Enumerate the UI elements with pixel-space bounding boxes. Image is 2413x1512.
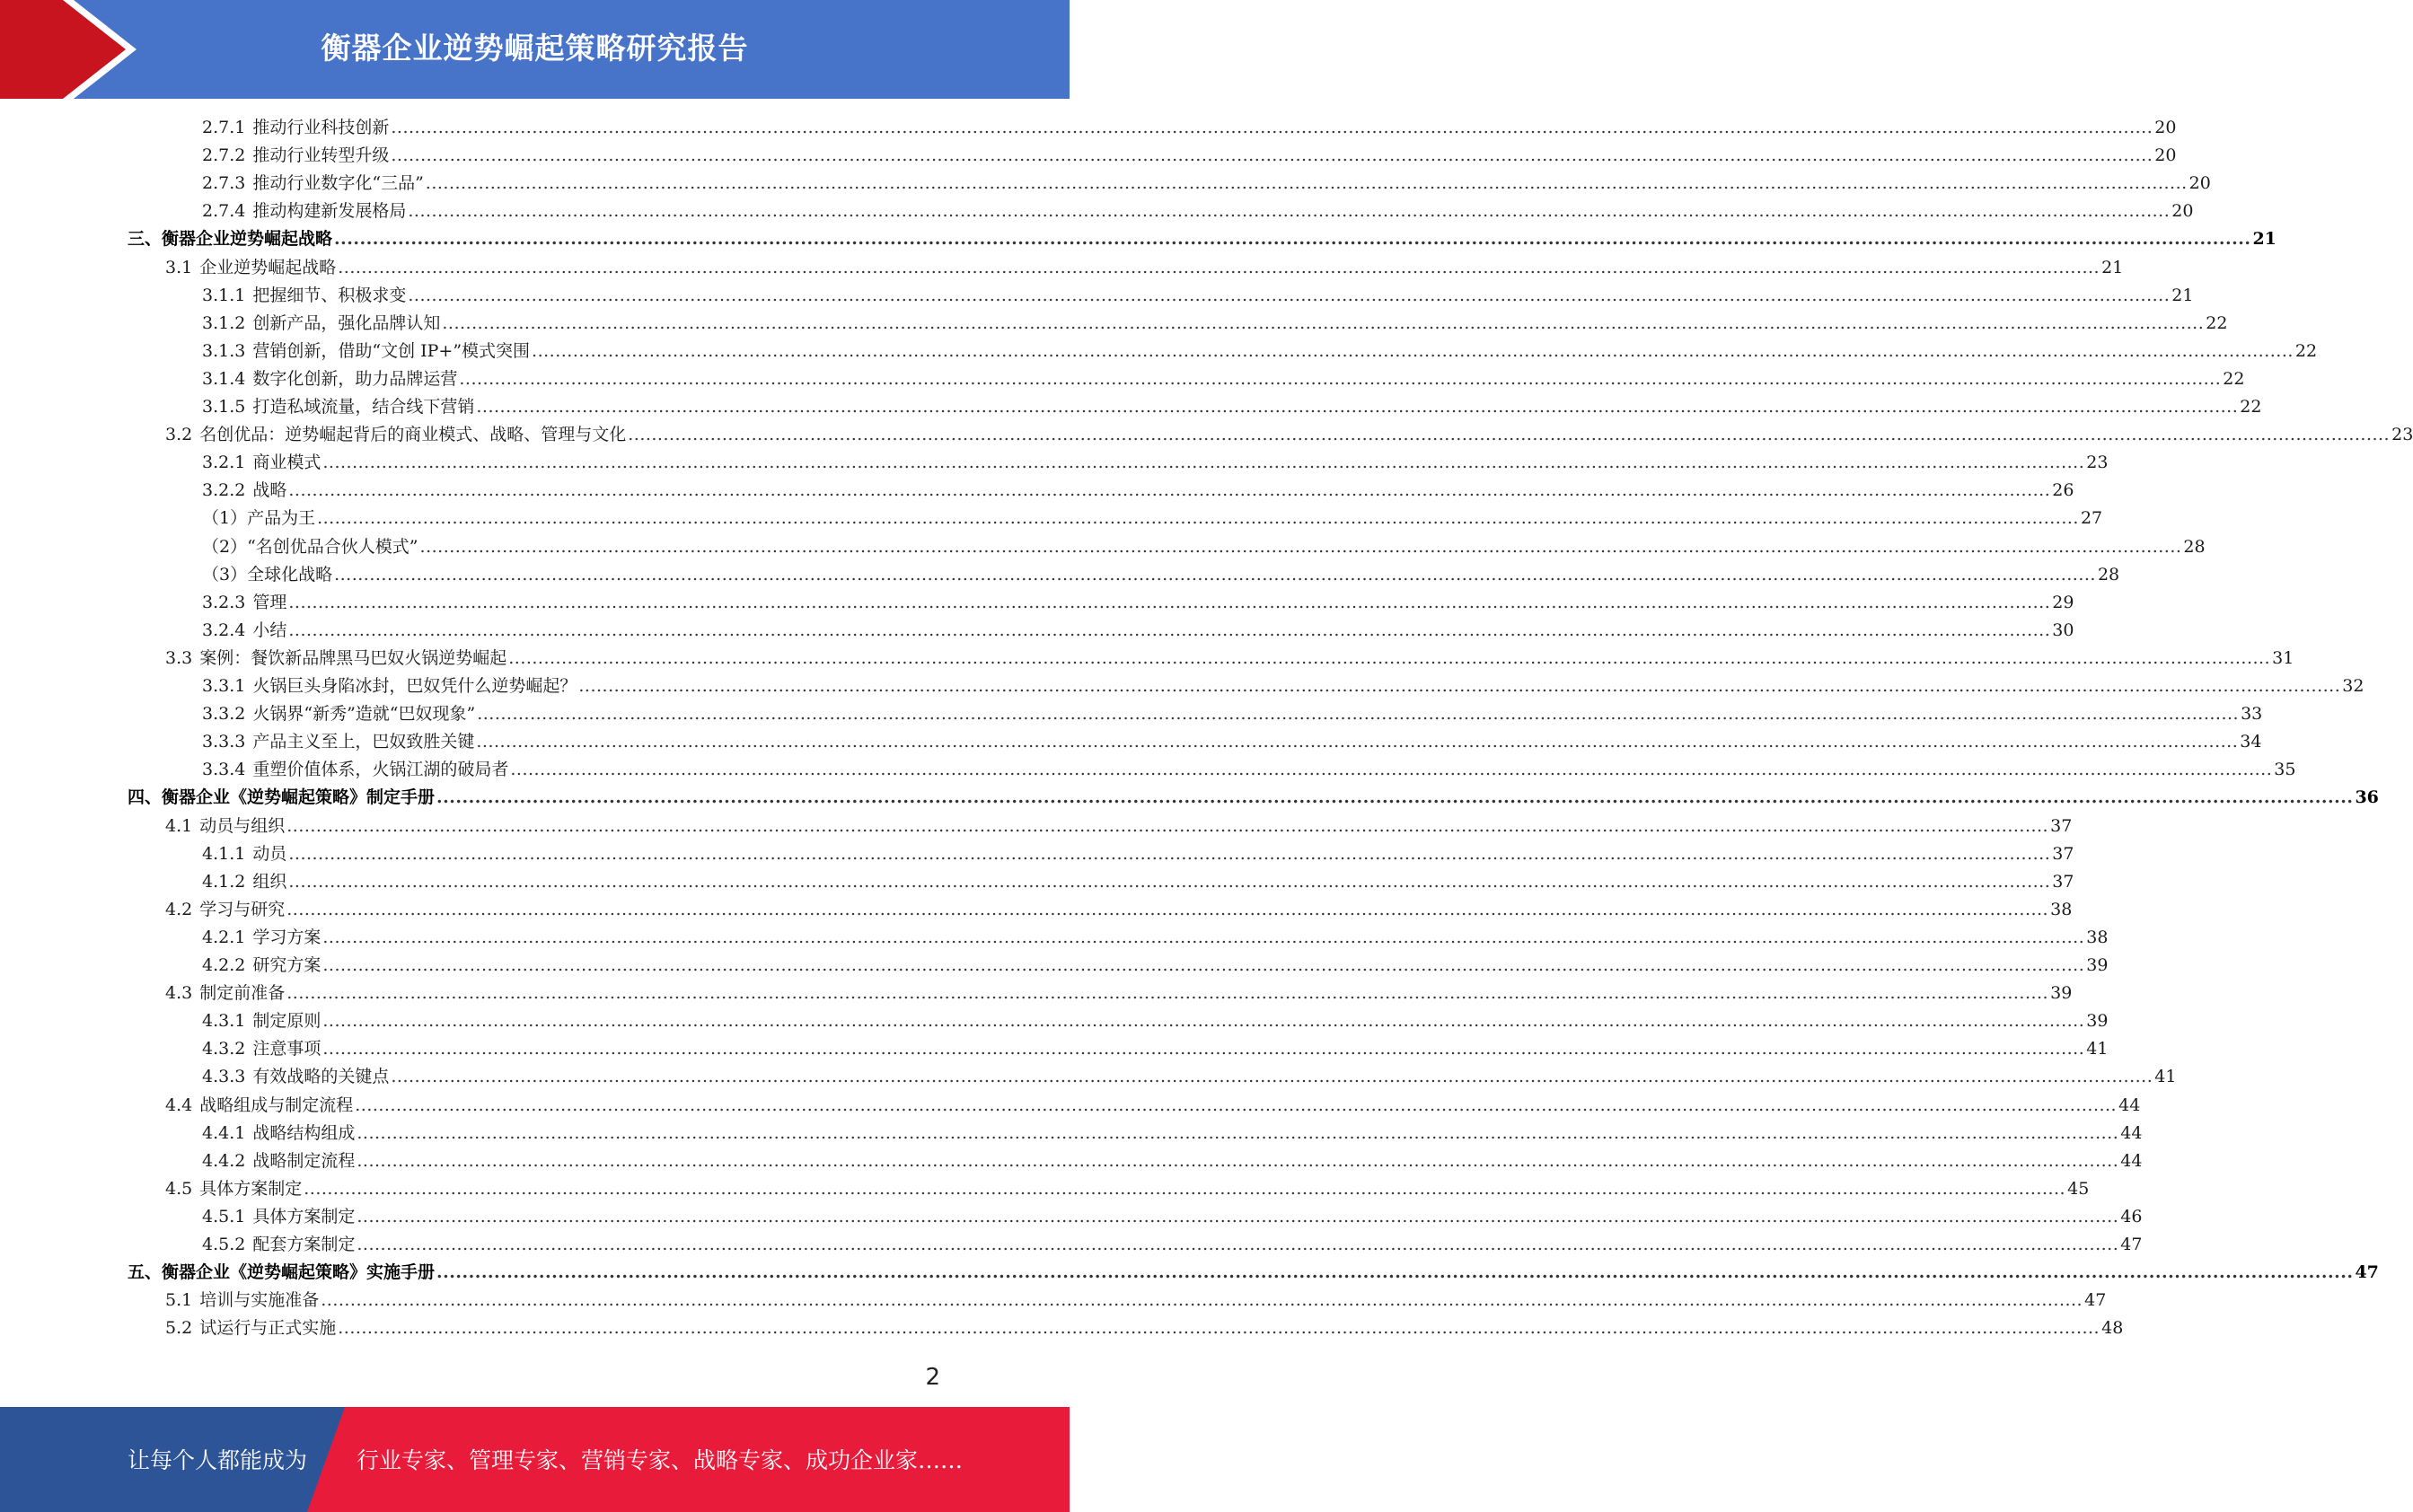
toc-entry-number: 3.2.1 [202, 453, 246, 473]
toc-entry-title: 企业逆势崛起战略 [199, 257, 337, 277]
toc-entry-row[interactable] [165, 896, 2073, 924]
toc-entry-page: 45 [2067, 1178, 2090, 1199]
toc-entry-page: 47 [2120, 1235, 2143, 1254]
toc-leader-dots: ............................................................................................................................................................................................................................................................................................................ [508, 647, 2271, 668]
toc-leader-dots: ............................................................................................................................................................................................................................................................................................................ [321, 1290, 2083, 1311]
toc-entry-page: 39 [2086, 1011, 2109, 1032]
toc-leader-dots: ............................................................................................................................................................................................................................................................................................................ [322, 955, 2085, 975]
toc-entry-page: 46 [2120, 1206, 2143, 1226]
toc-entry-title: 推动行业数字化“三品” [252, 173, 424, 194]
toc-entry-row[interactable] [202, 868, 2074, 896]
toc-entry-row[interactable] [202, 700, 2263, 728]
toc-leader-dots: ............................................................................................................................................................................................................................................................................................................ [476, 397, 2239, 417]
toc-entry-row[interactable] [202, 365, 2245, 393]
toc-leader-dots: ............................................................................................................................................................................................................................................................................................................ [476, 732, 2239, 752]
toc-entry-page: 22 [2294, 340, 2318, 361]
toc-leader-dots: ............................................................................................................................................................................................................................................................................................................ [288, 871, 2051, 892]
toc-entry-row[interactable] [202, 1063, 2177, 1091]
toc-entry-row[interactable] [202, 198, 2194, 225]
toc-entry-number: 4.4.1 [202, 1122, 246, 1143]
toc-leader-dots: ............................................................................................................................................................................................................................................................................................................ [477, 704, 2240, 725]
toc-entry-page: 34 [2240, 732, 2262, 752]
toc-entry-number: 3.1.4 [202, 368, 246, 389]
toc-chapter-row[interactable] [128, 1259, 2379, 1287]
toc-entry-title: 把握细节、积极求变 [252, 285, 407, 305]
toc-entry-page: 20 [2171, 201, 2194, 222]
toc-leader-dots: ............................................................................................................................................................................................................................................................................................................ [288, 620, 2051, 640]
toc-entry-number: 3.1.3 [202, 340, 246, 361]
toc-entry-row[interactable] [202, 533, 2206, 561]
toc-entry-page: 41 [2154, 1067, 2177, 1087]
toc-leader-dots: ............................................................................................................................................................................................................................................................................................................ [322, 1039, 2085, 1059]
toc-entry-number: 5.1 [165, 1290, 193, 1311]
toc-leader-dots: ............................................................................................................................................................................................................................................................................................................ [391, 118, 2153, 137]
toc-entry-number: 4.1 [165, 815, 193, 836]
toc-entry-title: 案例：餐饮新品牌黑马巴奴火锅逆势崛起 [199, 647, 507, 668]
toc-entry-number: 4.2 [165, 899, 193, 919]
toc-entry-row[interactable] [202, 728, 2262, 756]
toc-entry-page: 20 [2188, 173, 2211, 194]
toc-entry-title: 组织 [252, 871, 287, 892]
toc-entry-title: 学习方案 [252, 927, 321, 947]
toc-entry-number: 3.2.4 [202, 620, 246, 640]
toc-entry-title: 配套方案制定 [252, 1235, 356, 1254]
toc-entry-number: 3.2.3 [202, 592, 246, 612]
toc-leader-dots: ............................................................................................................................................................................................................................................................................................................ [338, 1318, 2100, 1339]
toc-entry-row[interactable] [165, 813, 2073, 840]
toc-entry-number: 4.2.2 [202, 955, 246, 975]
toc-leader-dots: ............................................................................................................................................................................................................................................................................................................ [357, 1206, 2119, 1226]
toc-entry-number: 5.2 [165, 1318, 193, 1339]
toc-entry-title: 小结 [252, 620, 287, 640]
toc-entry-title: 重塑价值体系，火锅江湖的破局者 [252, 760, 509, 780]
toc-entry-title: 产品主义至上，巴奴致胜关键 [252, 732, 475, 752]
toc-entry-title: 战略结构组成 [252, 1122, 356, 1143]
toc-entry-page: 48 [2101, 1318, 2124, 1339]
toc-entry-title: 营销创新，借助“文创 IP+”模式突围 [252, 340, 531, 361]
toc-entry-number: 4.5.1 [202, 1206, 246, 1226]
toc-leader-dots: ............................................................................................................................................................................................................................................................................................................ [288, 480, 2051, 501]
toc-entry-title: 研究方案 [252, 955, 321, 975]
toc-entry-page: 41 [2086, 1039, 2109, 1059]
toc-entry-row[interactable] [165, 1175, 2090, 1203]
toc-leader-dots: ............................................................................................................................................................................................................................................................................................................ [334, 564, 2096, 585]
toc-entry-row[interactable] [165, 980, 2073, 1007]
footer-slogan-right: 行业专家、管理专家、营销专家、战略专家、成功企业家…… [357, 1447, 964, 1473]
toc-leader-dots: ............................................................................................................................................................................................................................................................................................................ [532, 340, 2294, 361]
toc-entry-row[interactable] [202, 338, 2318, 365]
toc-entry-row[interactable] [202, 952, 2109, 980]
toc-leader-dots: ............................................................................................................................................................................................................................................................................................................ [357, 1235, 2119, 1254]
toc-entry-page: 32 [2342, 676, 2365, 696]
toc-entry-row[interactable] [202, 282, 2194, 310]
toc-entry-title: 战略 [252, 480, 287, 501]
toc-leader-dots: ............................................................................................................................................................................................................................................................................................................ [408, 285, 2171, 305]
toc-entry-number: 3.1.5 [202, 397, 246, 417]
toc-entry-page: 47 [2084, 1290, 2107, 1311]
toc-entry-row[interactable] [202, 672, 2365, 700]
toc-entry-page: 39 [2086, 955, 2109, 975]
toc-entry-number: 3.1.2 [202, 312, 246, 333]
toc-entry-row[interactable] [202, 561, 2120, 589]
toc-entry-page: 29 [2052, 592, 2074, 612]
toc-entry-page: 33 [2241, 704, 2263, 725]
toc-entry-title: （1）产品为王 [202, 508, 316, 529]
toc-entry-title: 学习与研究 [199, 899, 286, 919]
footer-slogan-left: 让每个人都能成为 [128, 1447, 308, 1473]
toc-entry-page: 31 [2272, 647, 2294, 668]
toc-leader-dots: ............................................................................................................................................................................................................................................................................................................ [338, 257, 2100, 277]
toc-entry-number: 3.2 [165, 425, 193, 445]
toc-entry-title: 四、衡器企业《逆势崛起策略》制定手册 [128, 787, 436, 808]
toc-entry-page: 37 [2052, 871, 2074, 892]
toc-entry-row[interactable] [202, 477, 2074, 505]
toc-entry-page: 22 [2223, 368, 2245, 389]
toc-entry-title: （2）“名创优品合伙人模式” [202, 536, 418, 557]
toc-chapter-row[interactable] [128, 225, 2276, 253]
toc-entry-title: 推动行业科技创新 [252, 118, 390, 137]
toc-entry-page: 21 [2171, 285, 2194, 305]
toc-entry-number: 3.3 [165, 647, 193, 668]
toc-entry-row[interactable] [165, 1092, 2141, 1120]
toc-entry-title: 动员与组织 [199, 815, 286, 836]
page-title: 衡器企业逆势崛起策略研究报告 [321, 31, 749, 66]
toc-entry-row[interactable] [202, 589, 2074, 617]
toc-entry-number: 3.3.1 [202, 676, 246, 696]
toc-entry-title: 试运行与正式实施 [199, 1318, 337, 1339]
toc-entry-page: 39 [2050, 983, 2073, 1004]
toc-entry-number: 4.2.1 [202, 927, 246, 947]
toc-entry-number: 3.3.3 [202, 732, 246, 752]
toc-entry-row[interactable] [165, 254, 2124, 282]
toc-leader-dots: ............................................................................................................................................................................................................................................................................................................ [628, 425, 2391, 445]
toc-entry-number: 3.2.2 [202, 480, 246, 501]
toc-entry-page: 37 [2052, 843, 2074, 864]
toc-entry-page: 30 [2052, 620, 2074, 640]
toc-leader-dots: ............................................................................................................................................................................................................................................................................................................ [510, 760, 2273, 780]
toc-entry-page: 21 [2252, 229, 2276, 250]
page-header [0, 0, 1070, 99]
toc-entry-title: 商业模式 [252, 453, 321, 473]
toc-leader-dots: ............................................................................................................................................................................................................................................................................................................ [425, 173, 2188, 194]
toc-entry-title: 数字化创新，助力品牌运营 [252, 368, 458, 389]
toc-entry-page: 28 [2183, 536, 2206, 557]
toc-entry-page: 23 [2086, 453, 2109, 473]
toc-leader-dots: ............................................................................................................................................................................................................................................................................................................ [322, 453, 2085, 473]
toc-entry-row[interactable] [165, 645, 2294, 672]
toc-entry-row[interactable] [202, 114, 2177, 142]
toc-leader-dots: ............................................................................................................................................................................................................................................................................................................ [436, 1262, 2354, 1283]
toc-entry-page: 22 [2206, 312, 2228, 333]
toc-entry-title: （3）全球化战略 [202, 564, 333, 585]
toc-chapter-row[interactable] [128, 784, 2379, 812]
toc-entry-title: 制定原则 [252, 1011, 321, 1032]
toc-entry-row[interactable] [165, 1287, 2107, 1314]
toc-leader-dots: ............................................................................................................................................................................................................................................................................................................ [286, 899, 2049, 919]
toc-entry-page: 27 [2080, 508, 2103, 529]
toc-entry-title: 推动构建新发展格局 [252, 201, 407, 222]
toc-entry-row[interactable] [165, 1314, 2124, 1342]
toc-entry-page: 47 [2355, 1262, 2379, 1283]
toc-entry-number: 3.1.1 [202, 285, 246, 305]
page-footer [0, 1407, 1070, 1512]
toc-leader-dots: ............................................................................................................................................................................................................................................................................................................ [286, 983, 2049, 1004]
toc-leader-dots: ............................................................................................................................................................................................................................................................................................................ [442, 312, 2205, 333]
toc-entry-page: 38 [2086, 927, 2109, 947]
toc-entry-row[interactable] [202, 505, 2103, 532]
toc-entry-row[interactable] [202, 1035, 2109, 1063]
toc-leader-dots: ............................................................................................................................................................................................................................................................................................................ [288, 592, 2051, 612]
toc-entry-number: 4.4 [165, 1094, 193, 1115]
toc-leader-dots: ............................................................................................................................................................................................................................................................................................................ [355, 1094, 2118, 1115]
toc-entry-number: 4.5 [165, 1178, 193, 1199]
toc-leader-dots: ............................................................................................................................................................................................................................................................................................................ [357, 1150, 2119, 1171]
toc-entry-number: 4.3.3 [202, 1067, 246, 1087]
toc-entry-title: 具体方案制定 [199, 1178, 303, 1199]
toc-leader-dots: ............................................................................................................................................................................................................................................................................................................ [459, 368, 2222, 389]
toc-entry-page: 36 [2355, 787, 2379, 808]
page-number: 2 [925, 1364, 940, 1391]
toc-entry-page: 44 [2118, 1094, 2141, 1115]
toc-entry-number: 2.7.2 [202, 145, 246, 166]
toc-entry-row[interactable] [202, 310, 2228, 338]
toc-entry-number: 4.1.1 [202, 843, 246, 864]
toc-entry-number: 3.3.4 [202, 760, 246, 780]
toc-leader-dots: ............................................................................................................................................................................................................................................................................................................ [322, 1011, 2085, 1032]
toc-entry-title: 推动行业转型升级 [252, 145, 390, 166]
toc-entry-row[interactable] [165, 421, 2413, 449]
toc-leader-dots: ............................................................................................................................................................................................................................................................................................................ [288, 843, 2051, 864]
toc-leader-dots: ............................................................................................................................................................................................................................................................................................................ [357, 1122, 2119, 1143]
toc-entry-page: 20 [2154, 118, 2177, 137]
toc-leader-dots: ............................................................................................................................................................................................................................................................................................................ [419, 536, 2182, 557]
toc-entry-row[interactable] [202, 1007, 2109, 1035]
toc-entry-row[interactable] [202, 1147, 2143, 1175]
toc-entry-page: 23 [2391, 425, 2413, 445]
toc-entry-title: 战略制定流程 [252, 1150, 356, 1171]
toc-entry-page: 26 [2052, 480, 2074, 501]
toc-entry-title: 战略组成与制定流程 [199, 1094, 354, 1115]
toc-entry-title: 创新产品，强化品牌认知 [252, 312, 441, 333]
toc-entry-title: 培训与实施准备 [199, 1290, 320, 1311]
toc-entry-page: 37 [2050, 815, 2073, 836]
toc-entry-number: 4.4.2 [202, 1150, 246, 1171]
toc-entry-row[interactable] [202, 1231, 2143, 1259]
toc-leader-dots: ............................................................................................................................................................................................................................................................................................................ [322, 927, 2085, 947]
toc-entry-page: 38 [2050, 899, 2073, 919]
toc-entry-row[interactable] [202, 756, 2296, 784]
toc-entry-title: 制定前准备 [199, 983, 286, 1004]
toc-entry-page: 21 [2101, 257, 2124, 277]
toc-entry-title: 有效战略的关键点 [252, 1067, 390, 1087]
toc-entry-number: 4.3.2 [202, 1039, 246, 1059]
toc-entry-row[interactable] [202, 924, 2109, 952]
toc-entry-page: 44 [2120, 1150, 2143, 1171]
toc-entry-row[interactable] [202, 1203, 2143, 1231]
toc-leader-dots: ............................................................................................................................................................................................................................................................................................................ [317, 508, 2079, 529]
toc-entry-row[interactable] [202, 449, 2109, 477]
toc-entry-row[interactable] [202, 170, 2211, 198]
toc-entry-title: 动员 [252, 843, 287, 864]
toc-entry-row[interactable] [202, 840, 2074, 868]
toc-entry-page: 20 [2154, 145, 2177, 166]
toc-entry-page: 35 [2274, 760, 2296, 780]
toc-entry-row[interactable] [202, 1120, 2143, 1147]
toc-entry-title: 火锅巨头身陷冰封，巴奴凭什么逆势崛起？ [252, 676, 577, 696]
toc-entry-row[interactable] [202, 393, 2262, 421]
toc-entry-number: 4.5.2 [202, 1235, 246, 1254]
toc-entry-title: 打造私域流量，结合线下营销 [252, 397, 475, 417]
toc-entry-title: 火锅界“新秀”造就“巴奴现象” [252, 704, 476, 725]
toc-leader-dots: ............................................................................................................................................................................................................................................................................................................ [334, 229, 2251, 250]
toc-entry-row[interactable] [202, 142, 2177, 170]
toc-entry-page: 44 [2120, 1122, 2143, 1143]
toc-entry-number: 3.1 [165, 257, 193, 277]
toc-entry-title: 具体方案制定 [252, 1206, 356, 1226]
toc-entry-title: 管理 [252, 592, 287, 612]
toc-leader-dots: ............................................................................................................................................................................................................................................................................................................ [286, 815, 2049, 836]
toc-entry-page: 28 [2097, 564, 2120, 585]
toc-leader-dots: ............................................................................................................................................................................................................................................................................................................ [436, 787, 2354, 808]
toc-entry-title: 五、衡器企业《逆势崛起策略》实施手册 [128, 1262, 436, 1283]
toc-leader-dots: ............................................................................................................................................................................................................................................................................................................ [391, 1067, 2153, 1087]
toc-leader-dots: ............................................................................................................................................................................................................................................................................................................ [391, 145, 2153, 166]
toc-entry-number: 4.1.2 [202, 871, 246, 892]
toc-entry-number: 2.7.4 [202, 201, 246, 222]
toc-leader-dots: ............................................................................................................................................................................................................................................................................................................ [578, 676, 2341, 696]
toc-leader-dots: ............................................................................................................................................................................................................................................................................................................ [304, 1178, 2066, 1199]
toc-entry-page: 22 [2240, 397, 2262, 417]
toc-entry-number: 2.7.1 [202, 118, 246, 137]
toc-entry-title: 名创优品：逆势崛起背后的商业模式、战略、管理与文化 [199, 425, 627, 445]
toc-entry-row[interactable] [202, 617, 2074, 645]
toc-entry-title: 三、衡器企业逆势崛起战略 [128, 229, 333, 250]
toc-entry-number: 2.7.3 [202, 173, 246, 194]
toc-entry-title: 注意事项 [252, 1039, 321, 1059]
toc-entry-number: 4.3 [165, 983, 193, 1004]
toc-leader-dots: ............................................................................................................................................................................................................................................................................................................ [408, 201, 2171, 222]
toc-entry-number: 4.3.1 [202, 1011, 246, 1032]
toc-entry-number: 3.3.2 [202, 704, 246, 725]
